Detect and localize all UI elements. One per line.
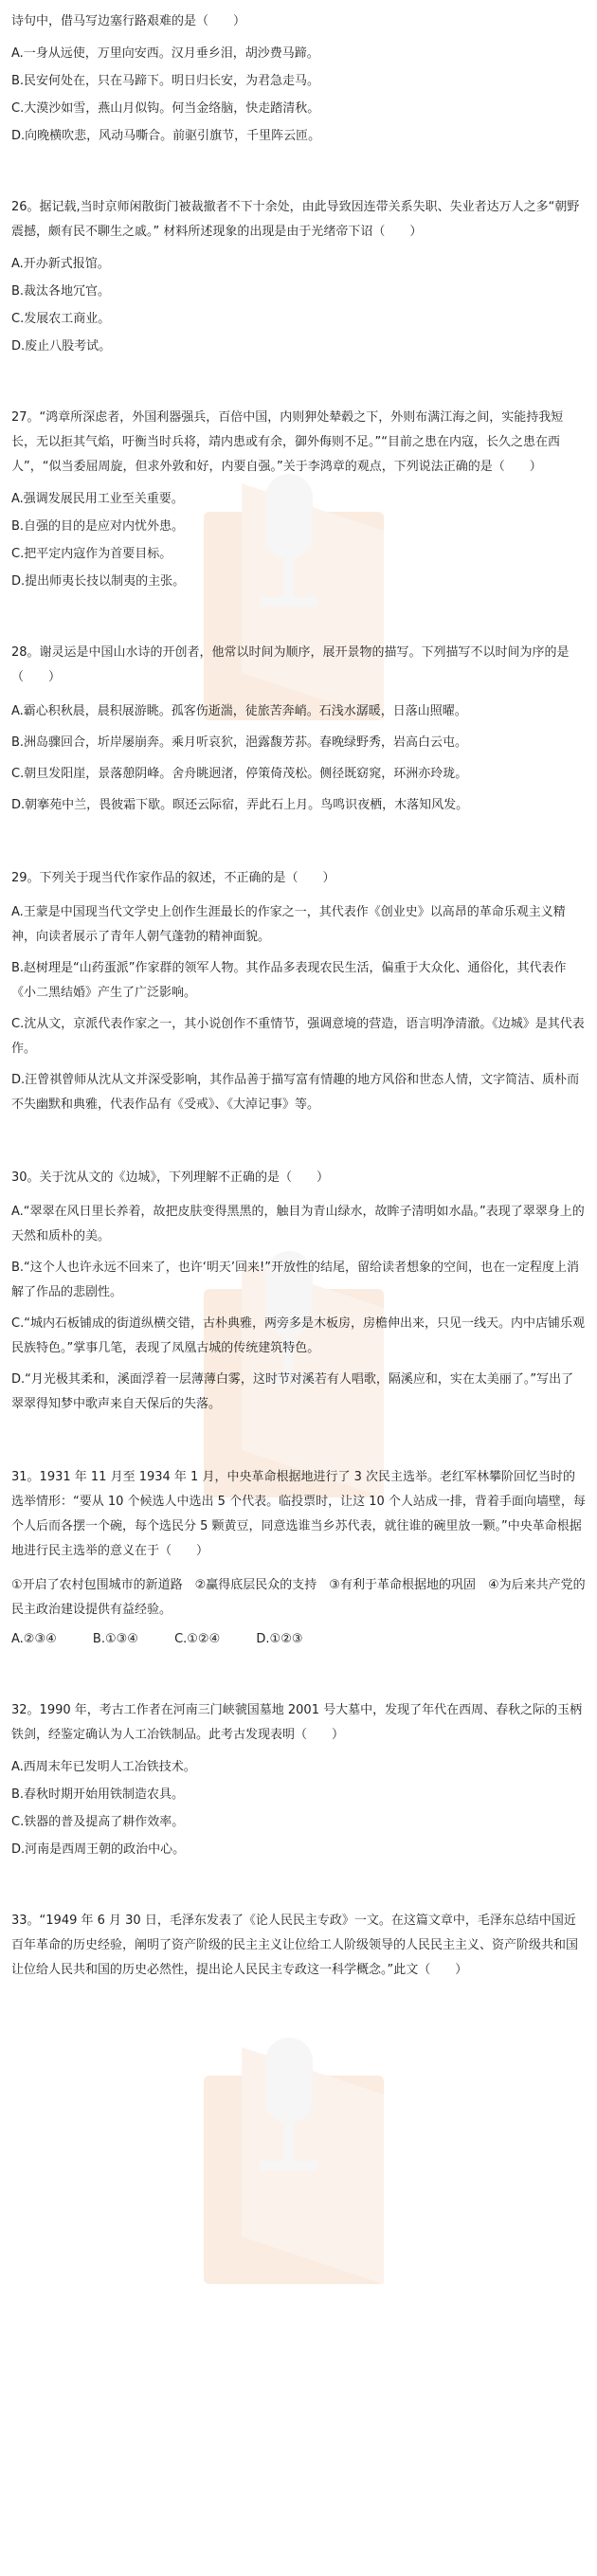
option-a: A.开办新式报馆。 xyxy=(11,257,110,271)
option-b: B.赵树理是“山药蛋派”作家群的领军人物。其作品多表现农民生活，偏重于大众化、通俗化，其代表作《小二黑结婚》产生了广泛影响。 xyxy=(11,961,567,1000)
option-d: D.汪曾祺曾师从沈从文并深受影响，其作品善于描写富有情趣的地方风俗和世态人情，文字简洁、质朴而不失幽默和典雅，代表作品有《受戒》、《大淖记事》等。 xyxy=(11,1073,580,1112)
option-b: B.民安何处在，只在马蹄下。明日归长安，为君急走马。 xyxy=(11,74,320,88)
question-27 xyxy=(11,406,586,592)
option-c: C.把平定内寇作为首要目标。 xyxy=(11,547,172,561)
choice-b: B.①③④ xyxy=(92,1632,138,1646)
question-31 xyxy=(11,1465,586,1650)
question-stem: 30。关于沈从文的《边城》，下列理解不正确的是（ ） xyxy=(11,1170,330,1185)
option-d: D.朝搴苑中兰，畏彼霜下歇。暝还云际宿，弄此石上月。鸟鸣识夜栖，木落知风发。 xyxy=(11,798,469,812)
option-c: C.沈从文，京派代表作家之一，其小说创作不重情节，强调意境的营造，语言明净清澈。《边城》是其代表作。 xyxy=(11,1017,585,1056)
option-c: C.铁器的普及提高了耕作效率。 xyxy=(11,1815,185,1829)
option-d: D.提出师夷长技以制夷的主张。 xyxy=(11,574,186,589)
option-a: A.强调发展民用工业至关重要。 xyxy=(11,492,184,506)
option-b: B.春秋时期开始用铁制造农具。 xyxy=(11,1787,185,1802)
question-stem: 诗句中，借马写边塞行路艰难的是（ ） xyxy=(11,14,246,28)
choice-d: D.①②③ xyxy=(256,1632,303,1646)
question-stem: 29。下列关于现当代作家作品的叙述，不正确的是（ ） xyxy=(11,871,335,885)
choice-row xyxy=(11,1629,586,1650)
question-stem: 27。“鸿章所深虑者，外国利器强兵，百倍中国，内则狎处辇毂之下，外则布满江海之间，实能持我短长，无以拒其气焰，吁衡当时兵将，靖内患或有余，御外侮则不足。”“目前之患在内寇，长久之患在西人”，“似当委屈周旋，但求外敦和好，内要自强。”关于李鸿章的观点，下列说法正确的是（ ） xyxy=(11,410,564,474)
question-stem: 33。“1949 年 6 月 30 日，毛泽东发表了《论人民民主专政》一文。在这篇文章中，毛泽东总结中国近百年革命的历史经验，阐明了资产阶级的民主主义让位给工人阶级领导的人民民主主义、资产阶级共和国让位给人民共和国的历史必然性，提出论人民民主专政这一科学概念。”此文（ ） xyxy=(11,1914,579,1977)
question-stem: 26。据记载,当时京师闲散街门被裁撤者不下十余处，由此导致因连带关系失职、失业者达万人之多“朝野震撼，颇有民不聊生之戚。” 材料所述现象的出现是由于光绪帝下诏（ ） xyxy=(11,200,580,239)
option-a: A.西周末年已发明人工冶铁技术。 xyxy=(11,1760,196,1774)
option-a: A.“翠翠在风日里长养着，故把皮肤变得黑黑的，触目为青山绿水，故眸子清明如水晶。”表现了翠翠身上的天然和质朴的美。 xyxy=(11,1205,585,1243)
option-c: C.朝旦发阳崖，景落憩阴峰。舍舟眺迥渚，停策倚茂松。侧径既窈窕，环洲亦玲珑。 xyxy=(11,767,468,781)
option-b: B.裁汰各地冗官。 xyxy=(11,284,111,299)
option-d: D.废止八股考试。 xyxy=(11,339,112,354)
question-26 xyxy=(11,195,586,357)
option-b: B.自强的目的是应对内忧外患。 xyxy=(11,519,185,534)
option-c: C.发展农工商业。 xyxy=(11,312,111,326)
question-stem: 32。1990 年，考古工作者在河南三门峡虢国墓地 2001 号大墓中，发现了年代在西周、春秋之际的玉柄铁剑，经鉴定确认为人工冶铁制品。此考古发现表明（ ） xyxy=(11,1703,583,1742)
option-c: C.大漠沙如雪，燕山月似钩。何当金络脑，快走踏清秋。 xyxy=(11,101,320,116)
statements: ①开启了农村包围城市的新道路 ②赢得底层民众的支持 ③有利于革命根据地的巩固 ④为后来共产党的民主政治建设提供有益经验。 xyxy=(11,1578,586,1617)
microphone-watermark-icon-3 xyxy=(185,2019,403,2303)
option-d: D.河南是西周王朝的政治中心。 xyxy=(11,1842,186,1857)
question-stem: 28。谢灵运是中国山水诗的开创者，他常以时间为顺序，展开景物的描写。下列描写不以时间为序的是（ ） xyxy=(11,645,570,684)
question-33 xyxy=(11,1909,586,1983)
option-b: B.洲岛骤回合，圻岸屡崩奔。乘月听哀狖，浥露馥芳荪。春晚绿野秀，岩高白云屯。 xyxy=(11,735,468,750)
question-30 xyxy=(11,1166,586,1417)
choice-a: A.②③④ xyxy=(11,1632,57,1646)
question-stem: 31。1931 年 11 月至 1934 年 1 月，中央革命根据地进行了 3 次民主选举。老红军林攀阶回忆当时的选举情形：“要从 10 个候选人中选出 5 个代表。临投票时，让这 10 个人站成一排，背着手面向墙壁，每个人后而各摆一个碗，每个选民分 5 颗黄豆，同意选谁当乡苏代表，就往谁的碗里放一颗。”中央革命根据地进行民主选举的意义在于（ ） xyxy=(11,1470,586,1558)
option-d: D.向晚横吹悲，风动马嘶合。前驱引旗节，千里阵云匝。 xyxy=(11,129,321,143)
question-32 xyxy=(11,1698,586,1860)
option-a: A.王蒙是中国现当代文学史上创作生涯最长的作家之一，其代表作《创业史》以高昂的革命乐观主义精神，向读者展示了青年人朝气蓬勃的精神面貌。 xyxy=(11,905,566,944)
option-c: C.“城内石板铺成的街道纵横交错，古朴典雅，两旁多是木板房，房檐伸出来，只见一线天。内中店铺乐观民族特色。”掌事几笔，表现了凤凰古城的传统建筑特色。 xyxy=(11,1316,585,1355)
question-28 xyxy=(11,641,586,818)
choice-c: C.①②④ xyxy=(174,1632,221,1646)
question-25 xyxy=(11,9,586,147)
option-d: D.“月光极其柔和，溪面浮着一层薄薄白雾，这时节对溪若有人唱歌，隔溪应和，实在太美丽了。”写出了翠翠得知梦中歌声来自天保后的失落。 xyxy=(11,1372,574,1411)
option-a: A.一身从远使，万里向安西。汉月垂乡泪，胡沙费马蹄。 xyxy=(11,46,319,61)
question-29 xyxy=(11,866,586,1117)
option-a: A.霸心积秋晨，晨积展游眺。孤客伤逝湍，徒旅苦奔峭。石浅水潺暖，日落山照曜。 xyxy=(11,704,467,718)
option-b: B.“这个人也许永远不回来了，也许‘明天’回来!”开放性的结尾，留给读者想象的空间，也在一定程度上消解了作品的悲剧性。 xyxy=(11,1261,579,1299)
